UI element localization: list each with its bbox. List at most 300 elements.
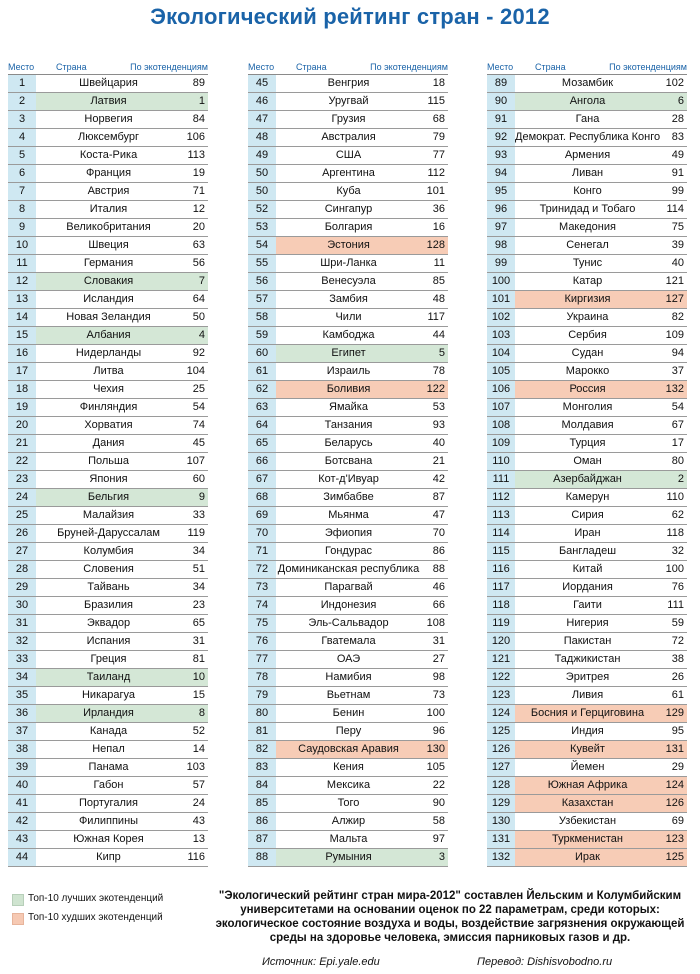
country-cell: Нигерия <box>566 617 609 629</box>
table-row <box>487 417 687 435</box>
trend-rank-cell: 23 <box>192 599 205 611</box>
country-cell: Финляндия <box>79 401 138 413</box>
table-row <box>248 327 448 345</box>
table-row <box>487 435 687 453</box>
trend-rank-cell: 52 <box>192 725 205 737</box>
trend-rank-cell: 79 <box>432 131 445 143</box>
country-cell: Венесуэла <box>321 275 376 287</box>
trend-rank-cell: 87 <box>432 491 445 503</box>
country-cell: Мальта <box>329 833 368 845</box>
rank-cell: 122 <box>487 669 515 686</box>
trend-rank-cell: 6 <box>677 95 684 107</box>
rank-cell: 57 <box>248 291 276 308</box>
country-cell: Хорватия <box>84 419 133 431</box>
trend-rank-cell: 54 <box>192 401 205 413</box>
trend-rank-cell: 31 <box>432 635 445 647</box>
trend-rank-cell: 12 <box>192 203 205 215</box>
trend-rank-cell: 20 <box>192 221 205 233</box>
country-cell: Габон <box>93 779 124 791</box>
rank-cell: 94 <box>487 165 515 182</box>
table-row <box>248 453 448 471</box>
table-row <box>248 687 448 705</box>
country-cell: Непал <box>92 743 125 755</box>
trend-rank-cell: 46 <box>432 581 445 593</box>
table-row <box>248 399 448 417</box>
trend-rank-cell: 131 <box>665 743 684 755</box>
table-row <box>248 759 448 777</box>
rank-cell: 23 <box>8 471 36 488</box>
table-row <box>248 723 448 741</box>
trend-rank-cell: 34 <box>192 545 205 557</box>
rank-cell: 33 <box>8 651 36 668</box>
country-cell: Бенин <box>332 707 365 719</box>
country-cell: Танзания <box>324 419 373 431</box>
table-row <box>487 813 687 831</box>
trend-rank-cell: 38 <box>671 653 684 665</box>
country-cell: Алжир <box>331 815 366 827</box>
country-cell: Швеция <box>88 239 129 251</box>
table-row <box>8 777 208 795</box>
table-row <box>8 75 208 93</box>
country-cell: Бангладеш <box>558 545 617 557</box>
table-row <box>248 417 448 435</box>
table-row <box>487 597 687 615</box>
country-cell: Эль-Сальвадор <box>308 617 389 629</box>
trend-rank-cell: 54 <box>671 401 684 413</box>
country-cell: Исландия <box>83 293 134 305</box>
trend-rank-cell: 25 <box>192 383 205 395</box>
country-cell: Литва <box>93 365 124 377</box>
country-cell: Грузия <box>331 113 366 125</box>
rank-cell: 17 <box>8 363 36 380</box>
rank-cell: 66 <box>248 453 276 470</box>
ranking-column-3 <box>487 62 687 867</box>
table-row <box>487 345 687 363</box>
country-cell: Катар <box>572 275 603 287</box>
table-row <box>8 111 208 129</box>
table-row <box>248 651 448 669</box>
table-row <box>487 687 687 705</box>
rows <box>248 74 448 867</box>
trend-rank-cell: 1 <box>198 95 205 107</box>
trend-rank-cell: 110 <box>666 491 684 503</box>
rank-cell: 95 <box>487 183 515 200</box>
table-row <box>487 381 687 399</box>
table-row <box>8 741 208 759</box>
table-row <box>487 309 687 327</box>
country-cell: Россия <box>569 383 606 395</box>
rank-cell: 48 <box>248 129 276 146</box>
table-row <box>8 381 208 399</box>
trend-rank-cell: 8 <box>198 707 205 719</box>
trend-rank-cell: 94 <box>671 347 684 359</box>
table-row <box>487 327 687 345</box>
rank-cell: 105 <box>487 363 515 380</box>
table-row <box>248 255 448 273</box>
trend-rank-cell: 104 <box>186 365 205 377</box>
trend-rank-cell: 114 <box>666 203 684 215</box>
trend-rank-cell: 42 <box>432 473 445 485</box>
trend-rank-cell: 71 <box>192 185 205 197</box>
trend-rank-cell: 100 <box>426 707 445 719</box>
trend-rank-cell: 86 <box>432 545 445 557</box>
country-cell: Южная Корея <box>73 833 144 845</box>
rank-cell: 45 <box>248 75 276 92</box>
rank-cell: 84 <box>248 777 276 794</box>
legend-best <box>8 889 198 908</box>
table-row <box>487 507 687 525</box>
table-row <box>8 561 208 579</box>
rank-cell: 4 <box>8 129 36 146</box>
country-cell: Мексика <box>326 779 371 791</box>
country-cell: Венгрия <box>327 77 370 89</box>
country-cell: Ботсвана <box>324 455 373 467</box>
rank-cell: 70 <box>248 525 276 542</box>
table-row <box>487 75 687 93</box>
country-cell: Сербия <box>568 329 607 341</box>
rows <box>487 74 687 867</box>
country-cell: Сенегал <box>566 239 609 251</box>
rank-cell: 97 <box>487 219 515 236</box>
rank-cell: 116 <box>487 561 515 578</box>
table-row <box>248 183 448 201</box>
rank-cell: 101 <box>487 291 515 308</box>
rank-cell: 22 <box>8 453 36 470</box>
rank-cell: 19 <box>8 399 36 416</box>
rank-cell: 83 <box>248 759 276 776</box>
table-row <box>487 795 687 813</box>
legend-swatch-green <box>12 894 24 906</box>
table-row <box>487 705 687 723</box>
rank-cell: 103 <box>487 327 515 344</box>
country-cell: Норвегия <box>84 113 133 125</box>
trend-rank-cell: 60 <box>192 473 205 485</box>
table-row <box>248 147 448 165</box>
table-row <box>248 669 448 687</box>
country-cell: Босния и Герциговина <box>530 707 645 719</box>
table-row <box>248 129 448 147</box>
country-cell: Кувейт <box>570 743 605 755</box>
translation-credit: Перевод: Dishisvobodno.ru <box>477 956 613 968</box>
table-row <box>487 489 687 507</box>
trend-rank-cell: 130 <box>426 743 445 755</box>
country-cell: Бруней-Даруссалам <box>57 527 160 539</box>
table-row <box>487 111 687 129</box>
rank-cell: 59 <box>248 327 276 344</box>
table-row <box>487 759 687 777</box>
table-row <box>487 777 687 795</box>
country-cell: Парагвай <box>324 581 373 593</box>
country-cell: Того <box>337 797 360 809</box>
country-cell: Греция <box>90 653 127 665</box>
rank-cell: 39 <box>8 759 36 776</box>
trend-rank-cell: 14 <box>192 743 205 755</box>
country-cell: Армения <box>564 149 611 161</box>
table-row <box>8 183 208 201</box>
table-row <box>487 183 687 201</box>
country-cell: Швейцария <box>79 77 138 89</box>
rank-cell: 125 <box>487 723 515 740</box>
rank-cell: 121 <box>487 651 515 668</box>
trend-rank-cell: 36 <box>432 203 445 215</box>
country-cell: Япония <box>89 473 128 485</box>
country-cell: Эритрея <box>565 671 610 683</box>
country-cell: Эквадор <box>86 617 131 629</box>
table-row <box>248 435 448 453</box>
country-cell: Киргизия <box>564 293 611 305</box>
rank-cell: 107 <box>487 399 515 416</box>
country-cell: Эфиопия <box>324 527 373 539</box>
rank-cell: 40 <box>8 777 36 794</box>
trend-rank-cell: 56 <box>192 257 205 269</box>
rank-cell: 115 <box>487 543 515 560</box>
table-row <box>8 633 208 651</box>
header-country: Страна <box>56 62 87 72</box>
trend-rank-cell: 15 <box>192 689 205 701</box>
trend-rank-cell: 113 <box>187 149 205 161</box>
table-row <box>8 237 208 255</box>
trend-rank-cell: 16 <box>432 221 445 233</box>
table-row <box>487 237 687 255</box>
rank-cell: 12 <box>8 273 36 290</box>
trend-rank-cell: 121 <box>665 275 684 287</box>
country-cell: Китай <box>572 563 603 575</box>
rank-cell: 46 <box>248 93 276 110</box>
country-cell: Германия <box>83 257 134 269</box>
trend-rank-cell: 62 <box>671 509 684 521</box>
trend-rank-cell: 102 <box>665 77 684 89</box>
rank-cell: 18 <box>8 381 36 398</box>
rank-cell: 96 <box>487 201 515 218</box>
rank-cell: 26 <box>8 525 36 542</box>
trend-rank-cell: 112 <box>427 167 445 179</box>
table-row <box>487 399 687 417</box>
table-row <box>487 831 687 849</box>
rank-cell: 54 <box>248 237 276 254</box>
rank-cell: 42 <box>8 813 36 830</box>
table-row <box>8 471 208 489</box>
country-cell: Словения <box>83 563 134 575</box>
table-row <box>248 93 448 111</box>
rank-cell: 58 <box>248 309 276 326</box>
table-row <box>8 831 208 849</box>
rank-cell: 76 <box>248 633 276 650</box>
country-cell: Бельгия <box>87 491 130 503</box>
rank-cell: 44 <box>8 849 36 866</box>
trend-rank-cell: 33 <box>192 509 205 521</box>
country-cell: Узбекистан <box>558 815 617 827</box>
country-cell: Казахстан <box>561 797 614 809</box>
trend-rank-cell: 83 <box>671 131 684 143</box>
trend-rank-cell: 82 <box>671 311 684 323</box>
rank-cell: 61 <box>248 363 276 380</box>
table-row <box>248 849 448 867</box>
rank-cell: 124 <box>487 705 515 722</box>
table-row <box>8 795 208 813</box>
country-cell: Туркменистан <box>552 833 623 845</box>
table-row <box>248 543 448 561</box>
trend-rank-cell: 81 <box>192 653 205 665</box>
rank-cell: 13 <box>8 291 36 308</box>
country-cell: Австралия <box>321 131 376 143</box>
country-cell: Иран <box>574 527 601 539</box>
rank-cell: 67 <box>248 471 276 488</box>
country-cell: Доминиканская республика <box>277 563 420 575</box>
rank-cell: 30 <box>8 597 36 614</box>
table-row <box>8 525 208 543</box>
trend-rank-cell: 51 <box>192 563 205 575</box>
trend-rank-cell: 66 <box>432 599 445 611</box>
trend-rank-cell: 115 <box>427 95 445 107</box>
rank-cell: 130 <box>487 813 515 830</box>
table-row <box>487 165 687 183</box>
rank-cell: 8 <box>8 201 36 218</box>
country-cell: Ирландия <box>83 707 134 719</box>
country-cell: Филиппины <box>78 815 139 827</box>
table-row <box>487 723 687 741</box>
trend-rank-cell: 90 <box>432 797 445 809</box>
rank-cell: 127 <box>487 759 515 776</box>
table-row <box>8 651 208 669</box>
trend-rank-cell: 75 <box>671 221 684 233</box>
trend-rank-cell: 17 <box>671 437 684 449</box>
rank-cell: 131 <box>487 831 515 848</box>
table-row <box>248 507 448 525</box>
rank-cell: 112 <box>487 489 515 506</box>
trend-rank-cell: 103 <box>186 761 205 773</box>
rank-cell: 31 <box>8 615 36 632</box>
trend-rank-cell: 59 <box>671 617 684 629</box>
rank-cell: 78 <box>248 669 276 686</box>
rank-cell: 128 <box>487 777 515 794</box>
country-cell: Португалия <box>79 797 138 809</box>
country-cell: Перу <box>335 725 362 737</box>
table-row <box>487 453 687 471</box>
rank-cell: 82 <box>248 741 276 758</box>
table-row <box>248 381 448 399</box>
rank-cell: 80 <box>248 705 276 722</box>
trend-rank-cell: 74 <box>192 419 205 431</box>
country-cell: Кот-д'Ивуар <box>318 473 379 485</box>
rank-cell: 90 <box>487 93 515 110</box>
rank-cell: 110 <box>487 453 515 470</box>
rank-cell: 10 <box>8 237 36 254</box>
country-cell: Индонезия <box>320 599 377 611</box>
table-row <box>248 741 448 759</box>
table-row <box>487 147 687 165</box>
trend-rank-cell: 53 <box>432 401 445 413</box>
table-row <box>8 435 208 453</box>
country-cell: ОАЭ <box>336 653 361 665</box>
rows <box>8 74 208 867</box>
table-row <box>8 687 208 705</box>
country-cell: Румыния <box>325 851 372 863</box>
table-row <box>487 201 687 219</box>
country-cell: Монголия <box>562 401 613 413</box>
rank-cell: 132 <box>487 849 515 866</box>
country-cell: Эстония <box>327 239 370 251</box>
country-cell: Италия <box>89 203 128 215</box>
rank-cell: 28 <box>8 561 36 578</box>
country-cell: Бразилия <box>83 599 134 611</box>
table-row <box>487 543 687 561</box>
rank-cell: 114 <box>487 525 515 542</box>
country-cell: Таджикистан <box>554 653 621 665</box>
country-cell: Боливия <box>326 383 371 395</box>
rank-cell: 117 <box>487 579 515 596</box>
table-row <box>487 615 687 633</box>
trend-rank-cell: 19 <box>192 167 205 179</box>
trend-rank-cell: 99 <box>671 185 684 197</box>
country-cell: Малайзия <box>82 509 135 521</box>
rank-cell: 25 <box>8 507 36 524</box>
rank-cell: 21 <box>8 435 36 452</box>
trend-rank-cell: 69 <box>671 815 684 827</box>
table-row <box>248 363 448 381</box>
header-place: Место <box>8 62 35 72</box>
rank-cell: 88 <box>248 849 276 866</box>
rank-cell: 9 <box>8 219 36 236</box>
legend-best-label: Топ-10 лучших экотенденций <box>28 893 164 904</box>
country-cell: Гана <box>575 113 600 125</box>
rank-cell: 123 <box>487 687 515 704</box>
trend-rank-cell: 89 <box>192 77 205 89</box>
trend-rank-cell: 98 <box>432 671 445 683</box>
rank-cell: 52 <box>248 201 276 218</box>
trend-rank-cell: 65 <box>192 617 205 629</box>
country-cell: Гватемала <box>321 635 376 647</box>
rank-cell: 69 <box>248 507 276 524</box>
table-row <box>8 597 208 615</box>
rank-cell: 104 <box>487 345 515 362</box>
trend-rank-cell: 5 <box>438 347 445 359</box>
table-row <box>248 237 448 255</box>
country-cell: Мьянма <box>328 509 369 521</box>
country-cell: Южная Африка <box>547 779 628 791</box>
trend-rank-cell: 44 <box>432 329 445 341</box>
country-cell: Чехия <box>93 383 124 395</box>
trend-rank-cell: 95 <box>671 725 684 737</box>
table-row <box>487 219 687 237</box>
rank-cell: 93 <box>487 147 515 164</box>
rank-cell: 98 <box>487 237 515 254</box>
trend-rank-cell: 21 <box>432 455 445 467</box>
table-row <box>8 813 208 831</box>
trend-rank-cell: 11 <box>433 257 445 269</box>
country-cell: Иордания <box>562 581 613 593</box>
trend-rank-cell: 37 <box>671 365 684 377</box>
trend-rank-cell: 101 <box>426 185 445 197</box>
trend-rank-cell: 3 <box>438 851 445 863</box>
country-cell: Саудовская Аравия <box>298 743 399 755</box>
rank-cell: 50 <box>248 165 276 182</box>
trend-rank-cell: 9 <box>198 491 205 503</box>
trend-rank-cell: 78 <box>432 365 445 377</box>
rank-cell: 20 <box>8 417 36 434</box>
table-row <box>8 345 208 363</box>
rank-cell: 29 <box>8 579 36 596</box>
rank-cell: 108 <box>487 417 515 434</box>
rank-cell: 129 <box>487 795 515 812</box>
rank-cell: 47 <box>248 111 276 128</box>
country-cell: Ливия <box>571 689 604 701</box>
trend-rank-cell: 119 <box>187 527 205 539</box>
rank-cell: 71 <box>248 543 276 560</box>
country-cell: Зимбабве <box>323 491 374 503</box>
country-cell: Индия <box>571 725 604 737</box>
table-row <box>8 291 208 309</box>
trend-rank-cell: 70 <box>432 527 445 539</box>
